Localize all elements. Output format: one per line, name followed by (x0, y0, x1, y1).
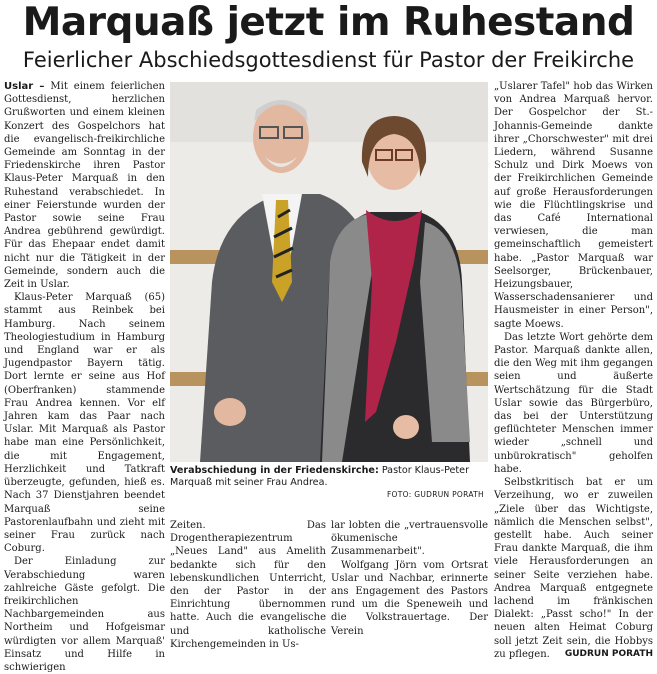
paragraph (4, 80, 165, 291)
paragraph (494, 476, 653, 661)
photo-couple (170, 82, 488, 462)
article-column-3 (331, 519, 488, 637)
article-column-1 (4, 80, 165, 673)
caption-lead: Verabschiedung in der Friedenskirche: (170, 465, 379, 476)
paragraph: „Uslarer Tafel" hob das Wirken von Andrea Marquaß hervor. Der Gospelchor der St.-Johannis-Gemeinde dankte ihrer „Chorschwester" mit drei Liedern, während Susanne Schulz und Dirk Moews von der Freikirchlichen Gemeinde auf große Herausforderungen wie die Flüchtlingskrise und das Café International verwiesen, die man gemeinschaftlich gemeistert habe. „Pastor Marquaß war Seelsorger, Brückenbauer, Heizungsbauer, Wasserschadensanierer und Hausmeister in einer Person", sagte Moews. (494, 81, 653, 330)
paragraph: Zeiten. Das Drogentherapiezentrum „Neues Land" aus Amelith bedankte sich für den lebenskundlichen Unterricht, den der Pastor in der Einrichtung übernommen hatte. Auch die evangelische und katholische Kirchengemeinden in Us- (170, 520, 326, 650)
photo-illustration (170, 82, 488, 462)
paragraph: Klaus-Peter Marquaß (65) stammt aus Reinbek bei Hamburg. Nach seinem Theologiestudium in Hamburg und England war er als Jugendpastor Bayern tätig. Dort lernte er seine aus Hof (Oberfranken) stammende Frau Andrea kennen. Vor elf Jahren kam das Paar nach Uslar. Mit Marquaß als Pastor habe man eine Persönlichkeit, die mit Engagement, Herzlichkeit und Tatkraft überzeugte, gefunden, hieß es. Nach 37 Dienstjahren beendet Marquaß seine Pastorenlaufbahn und zieht mit seiner Frau zurück nach Coburg. (4, 292, 165, 555)
headline: Marquaß jetzt im Ruhestand (22, 0, 635, 45)
photo-credit: FOTO: GUDRUN PORATH (386, 490, 484, 499)
article-column-2 (170, 519, 326, 650)
dateline: Uslar – (4, 81, 45, 92)
paragraph: Das letzte Wort gehörte dem Pastor. Marquaß dankte allen, die den Weg mit ihm gegangen seien und äußerte Wertschätzung für die Stadt Uslar sowie das Bürgerbüro, das bei der Unterstützung geflüchteter Menschen immer wieder „schnell und unbürokratisch" geholfen habe. (494, 331, 653, 475)
paragraph-text: Selbstkritisch bat er um Verzeihung, wo er zuweilen „Ziele über das Wichtigste, nämlich die Menschen selbst", gestellt habe. Auch seiner Frau dankte Marquaß, die ihm viele Herausforderungen an seiner Seite verziehen habe. Andrea Marquaß entgegnete lachend im fränkischen Dialekt: „Passt scho!" In der neuen alten Heimat Coburg soll jetzt Zeit sein, die Hobbys zu pflegen. (494, 477, 653, 660)
paragraph: Der Einladung zur Verabschiedung waren zahlreiche Gäste gefolgt. Die freikirchlichen Nachbargemeinden aus Northeim und Hofgeismar würdigten vor allem Marquaß' Einsatz und Hilfe in schwierigen (4, 556, 165, 673)
author-byline: GUDRUN PORATH (564, 648, 653, 659)
paragraph-text: Mit einem feierlichen Gottesdienst, herzlichen Grußworten und einem kleinen Konzert des Gospelchors hat die evangelisch-freikirchliche Gemeinde am Sonntag in der Friedenskirche ihren Pastor Klaus-Peter Marquaß in den Ruhestand verabschiedet. In einer Feierstunde wurden der Pastor sowie seine Frau Andrea gebührend gewürdigt. Für das Ehepaar endet damit nicht nur die Tätigkeit in der Gemeinde, sondern auch die Zeit in Uslar. (4, 81, 165, 291)
article-column-4 (494, 80, 653, 660)
subheadline: Feierlicher Abschiedsgottesdienst für Pastor der Freikirche (22, 48, 635, 72)
paragraph: Wolfgang Jörn vom Ortsrat Uslar und Nachbar, erinnerte ans Engagement des Pastors rund um die Speneweih und die Volkstrauertage. Der Verein (331, 559, 488, 637)
paragraph: lar lobten die „vertrauensvolle ökumenische Zusammenarbeit". (331, 520, 488, 558)
caption-text: Pastor Klaus-Peter Marquaß mit seiner Frau Andrea. (170, 465, 470, 488)
photo-caption (170, 465, 488, 499)
